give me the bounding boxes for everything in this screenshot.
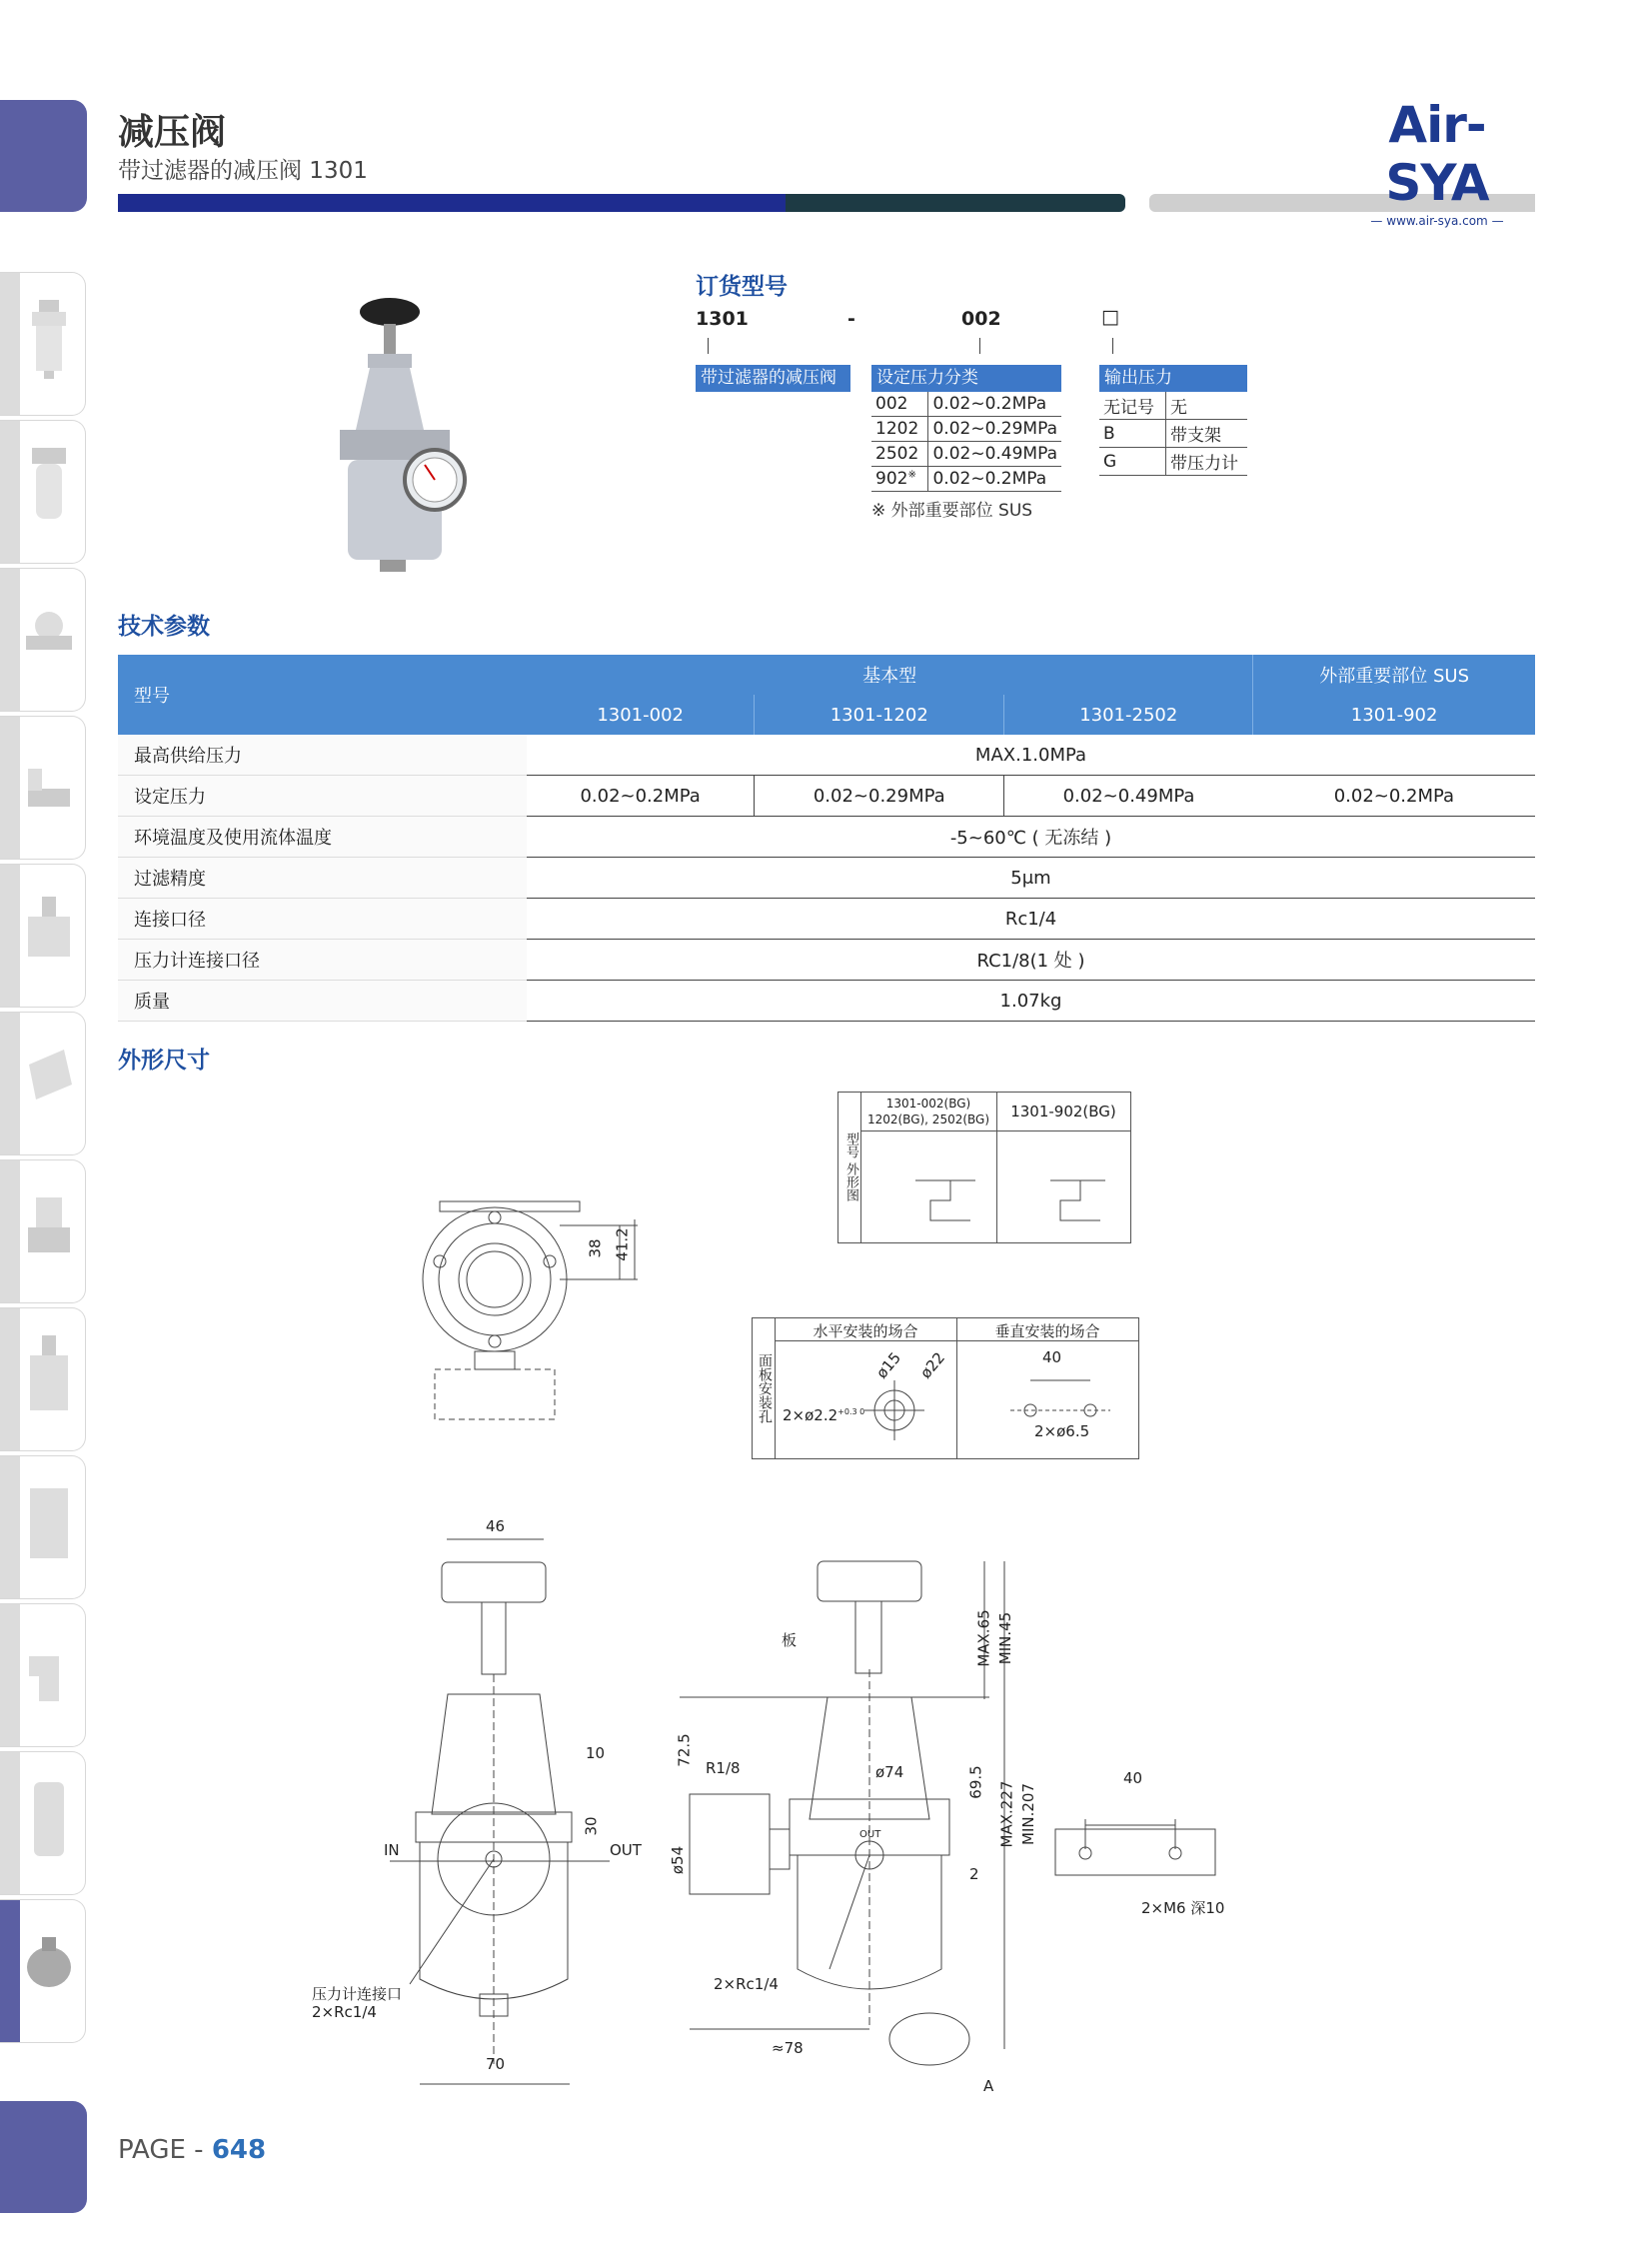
output-row: B 带支架 [1099, 420, 1247, 448]
sidebar-item-gauge-valve[interactable] [0, 568, 86, 712]
bracket-icon [24, 1478, 74, 1568]
filter-bowl-icon [24, 443, 74, 533]
sidebar-item-bracket[interactable] [0, 1455, 86, 1599]
spec-group-sus: 外部重要部位 SUS [1253, 655, 1535, 695]
filter-icon [24, 295, 74, 385]
header-bar-blue [118, 194, 786, 212]
logo-url: www.air-sya.com [1386, 214, 1488, 228]
spec-row: 设定压力 0.02~0.2MPa 0.02~0.29MPa 0.02~0.49MPa 0.02~0.2MPa [118, 776, 1535, 817]
elbow-icon [24, 1626, 74, 1716]
order-code-pressure: 002 [961, 308, 1001, 330]
pressure-row: 2502 0.02~0.49MPa [871, 442, 1061, 467]
solenoid-icon [24, 887, 74, 977]
output-code-table [1099, 365, 1247, 476]
spec-row: 压力计连接口径 RC1/8(1 处 ) [118, 940, 1535, 981]
order-code-dash: - [847, 308, 855, 330]
lubricator-icon [24, 1330, 74, 1420]
manifold-icon [24, 1035, 74, 1124]
type-table: 型号 外形图 1301-002(BG) 1202(BG), 2502(BG) 1301-902(BG) [837, 1092, 1131, 1243]
silencer-icon [24, 1774, 74, 1864]
logo-name: Air-SYA [1385, 96, 1489, 212]
page-number: PAGE - 648 [118, 2135, 267, 2165]
spec-table [118, 655, 1535, 1022]
sidebar-item-elbow[interactable] [0, 1603, 86, 1747]
sidebar-item-filter-bowl[interactable] [0, 420, 86, 564]
sidebar-item-valve-body[interactable] [0, 1899, 86, 2043]
output-header: 输出压力 [1099, 365, 1247, 392]
type-figure [860, 1130, 1130, 1242]
spec-model-col: 1301-2502 [1004, 695, 1253, 735]
pressure-row: 002 0.02~0.2MPa [871, 392, 1061, 417]
order-heading: 订货型号 [696, 274, 788, 300]
spec-row: 过滤精度 5μm [118, 858, 1535, 899]
sidebar-item-manifold[interactable] [0, 1012, 86, 1155]
pressure-row: 902※ 0.02~0.2MPa [871, 467, 1061, 492]
tick-1 [708, 338, 709, 354]
pressure-code-table [871, 365, 1061, 521]
tick-3 [1112, 338, 1113, 354]
spec-row: 最高供给压力 MAX.1.0MPa [118, 735, 1535, 776]
header-bar-teal [786, 194, 1125, 212]
order-model-label: 带过滤器的减压阀 [696, 365, 850, 392]
page-title: 减压阀 [118, 112, 227, 153]
output-row: 无记号 无 [1099, 392, 1247, 420]
spec-model-col: 1301-1202 [755, 695, 1004, 735]
page-subtitle: 带过滤器的减压阀 1301 [118, 158, 368, 184]
spec-model-col: 1301-902 [1253, 695, 1535, 735]
sidebar-item-fitting[interactable] [0, 716, 86, 860]
panel-mount-table: 面板安装孔 水平安装的场合 垂直安装的场合 ø15 ø22 $2\times ø2.2^{+0.3 0}$ 40 2×ø6.5 [752, 1317, 1139, 1459]
order-code-series: 1301 [696, 308, 749, 330]
gauge-valve-icon [24, 591, 74, 681]
spec-model-label: 型号 [118, 655, 527, 735]
sidebar-item-lubricator[interactable] [0, 1307, 86, 1451]
spec-row: 连接口径 Rc1/4 [118, 899, 1535, 940]
fitting-icon [24, 739, 74, 829]
order-code-option: □ [1101, 306, 1119, 328]
chapter-tab-bottom[interactable] [0, 2101, 87, 2213]
dimensions-heading: 外形尺寸 [118, 1048, 210, 1074]
bracket-view-drawing [1049, 1809, 1229, 1889]
regulator-icon [24, 1182, 74, 1272]
pressure-note: ※ 外部重要部位 SUS [871, 501, 1033, 521]
spec-group-basic: 基本型 [527, 655, 1253, 695]
specs-heading: 技术参数 [118, 614, 210, 640]
product-photo [320, 290, 500, 590]
spec-row: 质量 1.07kg [118, 981, 1535, 1022]
spec-model-col: 1301-002 [527, 695, 755, 735]
tick-2 [979, 338, 980, 354]
pressure-header: 设定压力分类 [871, 365, 1061, 392]
output-row: G 带压力计 [1099, 448, 1247, 476]
chapter-tab-top[interactable] [0, 100, 87, 212]
spec-row: 环境温度及使用流体温度 -5~60℃ ( 无冻结 ) [118, 817, 1535, 858]
sidebar-item-silencer[interactable] [0, 1751, 86, 1895]
valve-body-icon [24, 1922, 74, 2012]
sidebar-item-solenoid[interactable] [0, 864, 86, 1008]
sidebar-item-filter[interactable] [0, 272, 86, 416]
front-view-drawing [380, 1524, 660, 2094]
pressure-row: 1202 0.02~0.29MPa [871, 417, 1061, 442]
sidebar-item-regulator[interactable] [0, 1159, 86, 1303]
panel-figure [775, 1340, 1138, 1458]
brand-logo: Air-SYA — www.air-sya.com — [1339, 96, 1535, 228]
